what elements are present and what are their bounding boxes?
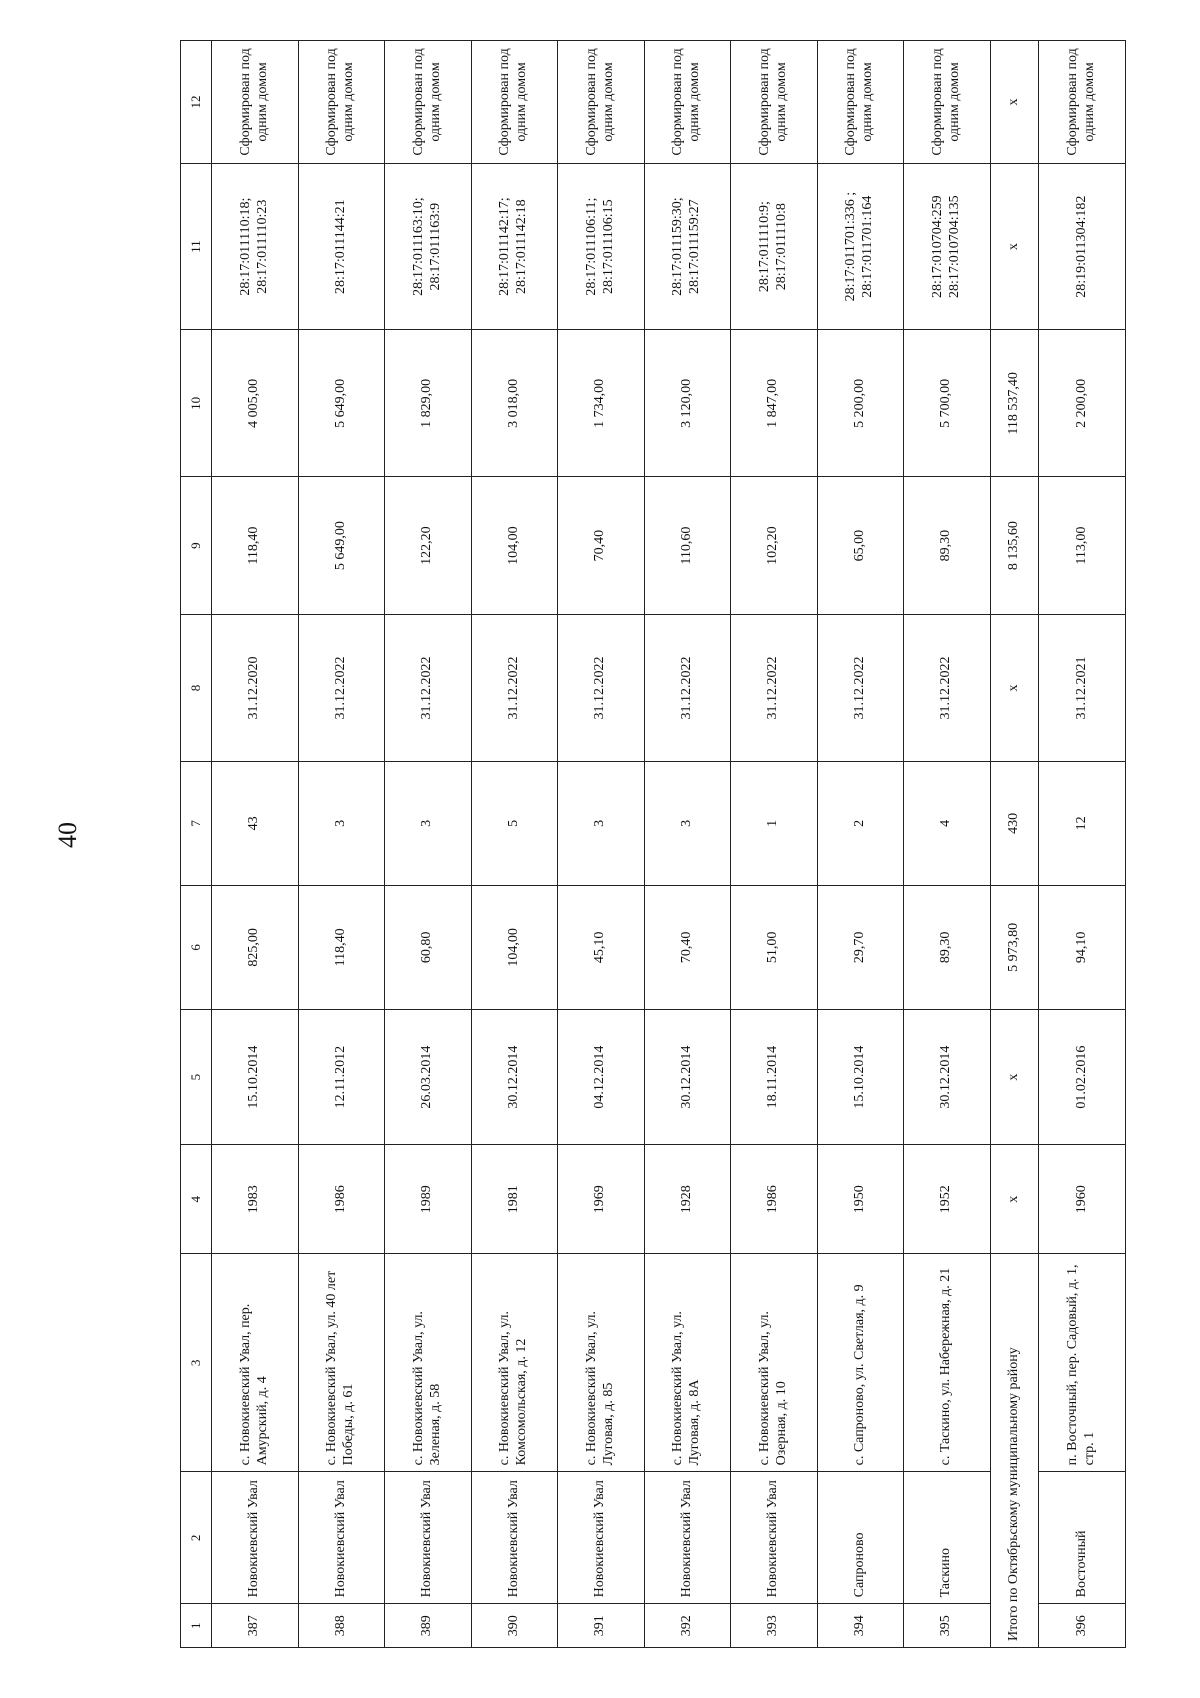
area-total-cell: 89,30 bbox=[904, 477, 991, 615]
row-number: 396 bbox=[1039, 1604, 1126, 1648]
cadastral-cell: 28:17:011110:9; 28:17:011110:8 bbox=[731, 163, 818, 329]
rotated-table-container bbox=[180, 40, 1126, 1648]
address-cell: п. Восточный, пер. Садовый, д. 1, стр. 1 bbox=[1039, 1254, 1126, 1472]
settlement-cell: Новокиевский Увал bbox=[298, 1472, 385, 1604]
settlement-cell: Новокиевский Увал bbox=[644, 1472, 731, 1604]
date-cell: 04.12.2014 bbox=[558, 1009, 645, 1144]
cadastral-cell: 28:17:010704:259 28:17:010704:135 bbox=[904, 163, 991, 329]
area-cell: 51,00 bbox=[731, 885, 818, 1009]
row-number: 393 bbox=[731, 1604, 818, 1648]
year-cell: 1960 bbox=[1039, 1145, 1126, 1254]
header-cell: 8 bbox=[181, 615, 212, 762]
cadastral-cell: 28:17:011144:21 bbox=[298, 163, 385, 329]
land-area-cell: 3 018,00 bbox=[471, 330, 558, 477]
year-cell: 1981 bbox=[471, 1145, 558, 1254]
address-cell: с. Новокиевский Увал, пер. Амурский, д. 4 bbox=[212, 1254, 299, 1472]
year-cell: 1989 bbox=[385, 1145, 472, 1254]
status-cell: Сформирован под одним домом bbox=[644, 41, 731, 164]
residents-cell: 43 bbox=[212, 761, 299, 885]
land-area-cell: 5 200,00 bbox=[817, 330, 904, 477]
status-cell: Сформирован под одним домом bbox=[904, 41, 991, 164]
land-area-cell: 1 734,00 bbox=[558, 330, 645, 477]
total-status-cell: x bbox=[990, 41, 1039, 164]
land-area-cell: 5 649,00 bbox=[298, 330, 385, 477]
address-cell: с. Новокиевский Увал, ул. Комсомольская, д. 12 bbox=[471, 1254, 558, 1472]
area-cell: 825,00 bbox=[212, 885, 299, 1009]
residents-cell: 5 bbox=[471, 761, 558, 885]
date-cell: 01.02.2016 bbox=[1039, 1009, 1126, 1144]
area-cell: 118,40 bbox=[298, 885, 385, 1009]
status-cell: Сформирован под одним домом bbox=[212, 41, 299, 164]
year-cell: 1928 bbox=[644, 1145, 731, 1254]
area-total-cell: 65,00 bbox=[817, 477, 904, 615]
address-cell: с. Новокиевский Увал, ул. Луговая, д. 85 bbox=[558, 1254, 645, 1472]
address-cell: с. Новокиевский Увал, ул. Луговая, д. 8А bbox=[644, 1254, 731, 1472]
header-cell: 3 bbox=[181, 1254, 212, 1472]
row-number: 390 bbox=[471, 1604, 558, 1648]
residents-cell: 3 bbox=[385, 761, 472, 885]
total-year-cell: x bbox=[990, 1145, 1039, 1254]
header-cell: 9 bbox=[181, 477, 212, 615]
area-total-cell: 102,20 bbox=[731, 477, 818, 615]
settlement-cell: Новокиевский Увал bbox=[558, 1472, 645, 1604]
table-row bbox=[298, 41, 385, 1648]
residents-cell: 12 bbox=[1039, 761, 1126, 885]
date-cell: 30.12.2014 bbox=[644, 1009, 731, 1144]
area-cell: 89,30 bbox=[904, 885, 991, 1009]
year-cell: 1983 bbox=[212, 1145, 299, 1254]
deadline-cell: 31.12.2020 bbox=[212, 615, 299, 762]
year-cell: 1986 bbox=[298, 1145, 385, 1254]
settlement-cell: Таскино bbox=[904, 1472, 991, 1604]
area-cell: 29,70 bbox=[817, 885, 904, 1009]
total-cadastral-cell: x bbox=[990, 163, 1039, 329]
land-area-cell: 5 700,00 bbox=[904, 330, 991, 477]
row-number: 395 bbox=[904, 1604, 991, 1648]
land-area-cell: 2 200,00 bbox=[1039, 330, 1126, 477]
cadastral-cell: 28:17:011142:17; 28:17:011142:18 bbox=[471, 163, 558, 329]
table-row bbox=[385, 41, 472, 1648]
date-cell: 30.12.2014 bbox=[904, 1009, 991, 1144]
deadline-cell: 31.12.2022 bbox=[558, 615, 645, 762]
residents-cell: 2 bbox=[817, 761, 904, 885]
header-cell: 6 bbox=[181, 885, 212, 1009]
total-col9-cell: 8 135,60 bbox=[990, 477, 1039, 615]
deadline-cell: 31.12.2022 bbox=[731, 615, 818, 762]
area-total-cell: 122,20 bbox=[385, 477, 472, 615]
area-cell: 70,40 bbox=[644, 885, 731, 1009]
header-cell: 2 bbox=[181, 1472, 212, 1604]
date-cell: 12.11.2012 bbox=[298, 1009, 385, 1144]
table-row bbox=[817, 41, 904, 1648]
residents-cell: 3 bbox=[644, 761, 731, 885]
area-cell: 104,00 bbox=[471, 885, 558, 1009]
cadastral-cell: 28:17:011701:336 ; 28:17:011701:164 bbox=[817, 163, 904, 329]
table-row bbox=[1039, 41, 1126, 1648]
housing-table bbox=[180, 40, 1126, 1648]
row-number: 394 bbox=[817, 1604, 904, 1648]
address-cell: с. Новокиевский Увал, ул. Зеленая, д. 58 bbox=[385, 1254, 472, 1472]
area-cell: 45,10 bbox=[558, 885, 645, 1009]
header-cell: 11 bbox=[181, 163, 212, 329]
cadastral-cell: 28:17:011106:11; 28:17:011106:15 bbox=[558, 163, 645, 329]
header-cell: 10 bbox=[181, 330, 212, 477]
date-cell: 18.11.2014 bbox=[731, 1009, 818, 1144]
header-cell: 12 bbox=[181, 41, 212, 164]
table-row bbox=[558, 41, 645, 1648]
total-deadline-cell: x bbox=[990, 615, 1039, 762]
row-number: 389 bbox=[385, 1604, 472, 1648]
page-number: 40 bbox=[53, 822, 82, 848]
year-cell: 1950 bbox=[817, 1145, 904, 1254]
header-cell: 7 bbox=[181, 761, 212, 885]
header-row bbox=[181, 41, 212, 1648]
total-residents-cell: 430 bbox=[990, 761, 1039, 885]
row-number: 387 bbox=[212, 1604, 299, 1648]
status-cell: Сформирован под одним домом bbox=[298, 41, 385, 164]
deadline-cell: 31.12.2022 bbox=[298, 615, 385, 762]
cadastral-cell: 28:17:011110:18; 28:17:011110:23 bbox=[212, 163, 299, 329]
address-cell: с. Новокиевский Увал, ул. 40 лет Победы, д. 61 bbox=[298, 1254, 385, 1472]
year-cell: 1986 bbox=[731, 1145, 818, 1254]
table-row bbox=[644, 41, 731, 1648]
land-area-cell: 3 120,00 bbox=[644, 330, 731, 477]
residents-cell: 3 bbox=[558, 761, 645, 885]
total-col10-cell: 118 537,40 bbox=[990, 330, 1039, 477]
year-cell: 1969 bbox=[558, 1145, 645, 1254]
table-row bbox=[904, 41, 991, 1648]
row-number: 392 bbox=[644, 1604, 731, 1648]
area-cell: 94,10 bbox=[1039, 885, 1126, 1009]
settlement-cell: Сапроново bbox=[817, 1472, 904, 1604]
total-label: Итого по Октябрьскому муниципальному району bbox=[990, 1254, 1039, 1648]
settlement-cell: Новокиевский Увал bbox=[385, 1472, 472, 1604]
status-cell: Сформирован под одним домом bbox=[731, 41, 818, 164]
deadline-cell: 31.12.2022 bbox=[644, 615, 731, 762]
status-cell: Сформирован под одним домом bbox=[817, 41, 904, 164]
cadastral-cell: 28:17:011163:10; 28:17:011163:9 bbox=[385, 163, 472, 329]
status-cell: Сформирован под одним домом bbox=[385, 41, 472, 164]
residents-cell: 3 bbox=[298, 761, 385, 885]
date-cell: 26.03.2014 bbox=[385, 1009, 472, 1144]
table-row bbox=[471, 41, 558, 1648]
land-area-cell: 4 005,00 bbox=[212, 330, 299, 477]
row-number: 388 bbox=[298, 1604, 385, 1648]
settlement-cell: Новокиевский Увал bbox=[212, 1472, 299, 1604]
settlement-cell: Новокиевский Увал bbox=[731, 1472, 818, 1604]
table-row bbox=[212, 41, 299, 1648]
area-total-cell: 110,60 bbox=[644, 477, 731, 615]
header-cell: 5 bbox=[181, 1009, 212, 1144]
cadastral-cell: 28:17:011159:30; 28:17:011159:27 bbox=[644, 163, 731, 329]
header-cell: 1 bbox=[181, 1604, 212, 1648]
total-date-cell: x bbox=[990, 1009, 1039, 1144]
area-total-cell: 113,00 bbox=[1039, 477, 1126, 615]
settlement-cell: Новокиевский Увал bbox=[471, 1472, 558, 1604]
area-total-cell: 5 649,00 bbox=[298, 477, 385, 615]
area-total-cell: 70,40 bbox=[558, 477, 645, 615]
deadline-cell: 31.12.2022 bbox=[471, 615, 558, 762]
date-cell: 30.12.2014 bbox=[471, 1009, 558, 1144]
status-cell: Сформирован под одним домом bbox=[1039, 41, 1126, 164]
status-cell: Сформирован под одним домом bbox=[471, 41, 558, 164]
header-cell: 4 bbox=[181, 1145, 212, 1254]
area-total-cell: 118,40 bbox=[212, 477, 299, 615]
date-cell: 15.10.2014 bbox=[817, 1009, 904, 1144]
row-number: 391 bbox=[558, 1604, 645, 1648]
status-cell: Сформирован под одним домом bbox=[558, 41, 645, 164]
deadline-cell: 31.12.2022 bbox=[904, 615, 991, 762]
cadastral-cell: 28:19:011304:182 bbox=[1039, 163, 1126, 329]
settlement-cell: Восточный bbox=[1039, 1472, 1126, 1604]
address-cell: с. Сапроново, ул. Светлая, д. 9 bbox=[817, 1254, 904, 1472]
table-row bbox=[731, 41, 818, 1648]
total-area-cell: 5 973,80 bbox=[990, 885, 1039, 1009]
deadline-cell: 31.12.2022 bbox=[817, 615, 904, 762]
land-area-cell: 1 847,00 bbox=[731, 330, 818, 477]
deadline-cell: 31.12.2021 bbox=[1039, 615, 1126, 762]
area-cell: 60,80 bbox=[385, 885, 472, 1009]
area-total-cell: 104,00 bbox=[471, 477, 558, 615]
date-cell: 15.10.2014 bbox=[212, 1009, 299, 1144]
address-cell: с. Новокиевский Увал, ул. Озерная, д. 10 bbox=[731, 1254, 818, 1472]
residents-cell: 4 bbox=[904, 761, 991, 885]
year-cell: 1952 bbox=[904, 1145, 991, 1254]
deadline-cell: 31.12.2022 bbox=[385, 615, 472, 762]
address-cell: с. Таскино, ул. Набережная, д. 21 bbox=[904, 1254, 991, 1472]
residents-cell: 1 bbox=[731, 761, 818, 885]
total-row bbox=[990, 41, 1039, 1648]
land-area-cell: 1 829,00 bbox=[385, 330, 472, 477]
